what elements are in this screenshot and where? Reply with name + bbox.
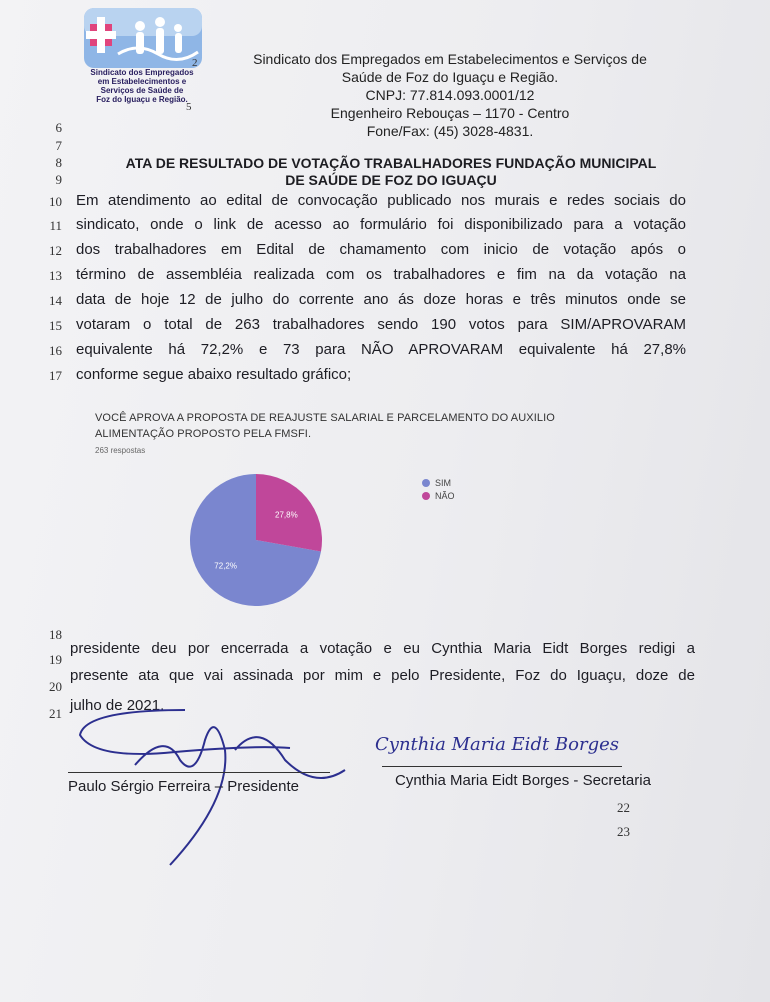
secretary-handwritten-signature: Cynthia Maria Eidt Borges: [375, 734, 620, 755]
svg-text:5: 5: [186, 101, 192, 112]
legend-item-sim: [422, 476, 455, 489]
pie-chart: [180, 470, 340, 620]
document-title-line: DE SAÚDE DE FOZ DO IGUAÇU: [285, 172, 497, 188]
body-line: Em atendimento ao edital de convocação publicado nos murais e redes sociais do: [76, 192, 686, 209]
legend-dot: [422, 479, 430, 487]
svg-text:2: 2: [192, 57, 198, 69]
legend-label: NÃO: [435, 490, 455, 501]
line-number: 16: [49, 343, 62, 358]
line-number: 12: [49, 243, 62, 258]
pie-slice-label: 27,8%: [275, 510, 298, 520]
body-line: data de hoje 12 de julho do corrente ano ás doze horas e três minutos onde se: [76, 291, 686, 308]
logo-caption-line: Foz do Iguaçu e Região.: [96, 95, 188, 104]
president-name: Paulo Sérgio Ferreira – Presidente: [68, 778, 299, 795]
document-title-line: ATA DE RESULTADO DE VOTAÇÃO TRABALHADORES FUNDAÇÃO MUNICIPAL: [125, 155, 657, 171]
secretary-signature-line: [382, 766, 622, 767]
logo-caption: [78, 68, 206, 104]
document-title: [76, 155, 706, 189]
line-number: 14: [49, 293, 62, 308]
letterhead-address: Engenheiro Rebouças – 1170 - Centro: [330, 105, 570, 121]
line-number: 20: [49, 679, 62, 694]
president-signature-line: [68, 772, 330, 773]
line-number: 7: [55, 138, 62, 153]
line-number: 13: [49, 268, 62, 283]
line-number: 11: [49, 218, 62, 233]
legend-label: SIM: [435, 477, 452, 488]
letterhead-org-region: Saúde de Foz do Iguaçu e Região.: [341, 69, 559, 85]
logo-caption-line: Serviços de Saúde de: [100, 86, 184, 95]
body-line: término de assembléia realizada com os trabalhadores e fim na da votação na: [76, 266, 686, 283]
letterhead-cnpj: CNPJ: 77.814.093.0001/12: [365, 87, 535, 103]
legend-item-nao: [422, 489, 455, 502]
letterhead-phone: Fone/Fax: (45) 3028-4831.: [366, 123, 534, 139]
line-number: 23: [617, 824, 630, 839]
letterhead-org-name: Sindicato dos Empregados em Estabelecimentos e Serviços de: [253, 51, 647, 67]
line-number: 21: [49, 706, 62, 721]
body-line: conforme segue abaixo resultado gráfico;: [76, 366, 352, 383]
letterhead: [230, 50, 670, 140]
line-number: 17: [49, 368, 62, 383]
closing-line: presidente deu por encerrada a votação e eu Cynthia Maria Eidt Borges redigi a: [70, 640, 695, 657]
line-number: 18: [49, 627, 62, 642]
logo-caption-line: em Estabelecimentos e: [97, 77, 187, 86]
line-number: 9: [55, 172, 62, 187]
line-number: 10: [49, 194, 62, 209]
pie-slice-label: 72,2%: [214, 561, 237, 571]
logo-caption-line: Sindicato dos Empregados: [90, 68, 194, 77]
body-line: sindicato, onde o link de acesso ao formulário foi disponibilizado para a votação: [76, 216, 686, 233]
closing-line: presente ata que vai assinada por mim e pelo Presidente, Foz do Iguaçu, doze de: [70, 667, 695, 684]
body-line: equivalente há 72,2% e 73 para NÃO APROVARAM equivalente há 27,8%: [76, 341, 686, 358]
legend-dot: [422, 492, 430, 500]
closing-line: julho de 2021.: [70, 697, 165, 714]
line-number: 6: [55, 120, 62, 135]
body-line: dos trabalhadores em Edital de chamamento com inicio de votação após o: [76, 241, 686, 258]
line-number: 22: [617, 800, 630, 815]
chart-subtitle: 263 respostas: [95, 446, 146, 455]
line-number: 19: [49, 652, 62, 667]
line-number: 15: [49, 318, 62, 333]
chart-legend: [422, 476, 455, 502]
line-number: 8: [55, 155, 62, 170]
secretary-name: Cynthia Maria Eidt Borges - Secretaria: [395, 772, 651, 789]
chart-title: VOCÊ APROVA A PROPOSTA DE REAJUSTE SALARIAL E PARCELAMENTO DO AUXILIO ALIMENTAÇÃO PROPOSTO PELA FMSFI.: [95, 412, 555, 440]
body-line: votaram o total de 263 trabalhadores sendo 190 votos para SIM/APROVARAM: [76, 316, 686, 333]
